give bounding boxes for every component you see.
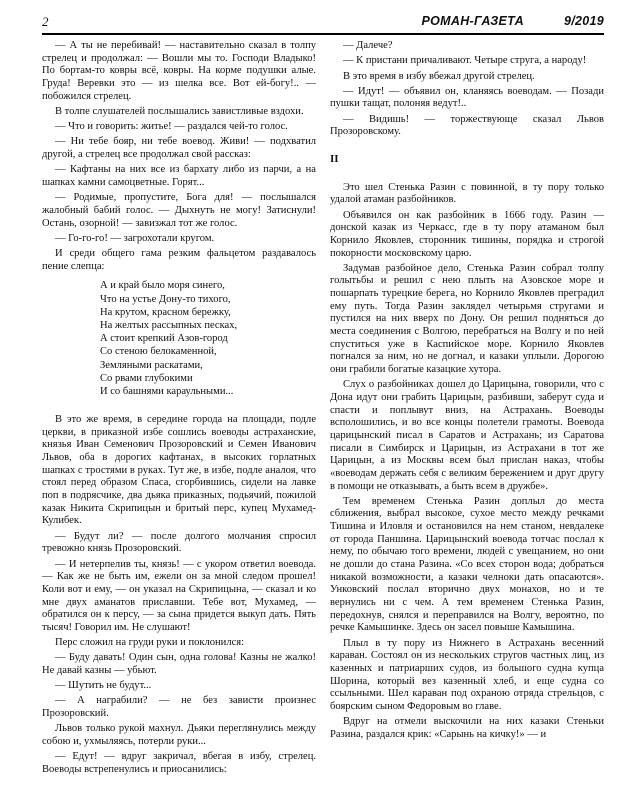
- paragraph: — Едут! — вдруг закричал, вбегая в избу, стрелец. Воеводы встрепенулись и приосанились:: [42, 751, 316, 775]
- poem-line: Что на устье Дону-то тихого,: [100, 293, 231, 305]
- page-number: 2: [42, 14, 49, 29]
- poem-line: Со рвами глубокими: [100, 372, 193, 384]
- poem-line: Со стеною белокаменной,: [100, 346, 217, 358]
- paragraph: Слух о разбойниках дошел до Царицына, говорили, что с Дона идут они грабить Царицын, разбивши, заберут суда и спасти и поплывут вниз, на Астрахань. Воеводы всполошились, и во все концы полетели грамоты. Воевода царицынский писал в Саратов и Астрахань; из Саратова писали в Симбирск и Царицын, из Астрахани в тот же Царицын, а из Москвы всем был прислан наказ, чтобы «воеводам держать себя с великим бережением и друг другу в помощи не отказывать, а быть всем в дружбе».: [330, 379, 604, 492]
- paragraph: В толпе слушателей послышались завистливые вздохи.: [55, 105, 304, 117]
- left-text-before-poem: [42, 40, 316, 273]
- paragraph: Это шел Стенька Разин с повинной, в ту пору только удалой атаман разбойников.: [330, 181, 604, 206]
- paragraph: — Кафтаны на них все из бархату либо из парчи, а на шапках камни самоцветные. Горят...: [42, 164, 316, 188]
- paragraph: — Далече?: [343, 40, 393, 51]
- poem-line: На желтых рассыпных песках,: [100, 319, 238, 331]
- paragraph: В это время в избу вбежал другой стрелец.: [343, 70, 535, 82]
- paragraph: Вдруг на отмели выскочили на них казаки Стеньки Разина, раздался крик: «Сарынь на кичку!» — и: [330, 716, 604, 740]
- paragraph: — Шутить не будут...: [55, 680, 152, 692]
- publication-title: РОМАН-ГАЗЕТА: [421, 14, 524, 28]
- paragraph: Львов только рукой махнул. Дьяки переглянулись между собою и, ухмыляясь, потерли руки...: [42, 723, 316, 748]
- paragraph: Перс сложил на груди руки и поклонился:: [55, 637, 245, 649]
- paragraph: — Го-го-го! — загрохотали кругом.: [55, 232, 215, 244]
- right-column: [330, 40, 604, 792]
- paragraph: — К пристани причаливают. Четыре струга, а народу!: [343, 55, 587, 67]
- left-column: [42, 40, 316, 792]
- header-rule: [42, 33, 604, 35]
- blind-singer-poem: [100, 279, 316, 398]
- paragraph: Плыл в ту пору из Нижнего в Астрахань весенний караван. Состоял он из нескольких стругов частных лиц, из казенных и патриарших судов, из большого судна купца Шорина, который вез казенный хлеб, и еще судна со ссыльными. Шел караван под охраною отряда стрельцов, с боярским сыном Федоровым во главе.: [330, 637, 604, 712]
- paragraph: — Видишь! — торжествующе сказал Львов Прозоровскому.: [330, 113, 604, 138]
- poem-line: На крутом, красном бережку,: [100, 306, 231, 318]
- paragraph: — Родимые, пропустите, Бога для! — послышался жалобный бабий голос. — Дыхнуть не могу! Затиснули! Остань, озорной! — завизжал тот же голос.: [42, 192, 316, 229]
- paragraph: В это же время, в середине города на площади, подле церкви, в приказной избе сошлись воеводы астраханские, князья Иван Семенович Прозоровский и Семен Иванович Львов, оба в дорогих кафтанах, в высоких горлатных шапках с тростями в руках. Тут же, в избе, подле аналоя, что стоял перед образом Спаса, сгорбившись, сидели на лавке поп в подрясчике, два дьяка приказных, подьячий, пожилой казак Никита Скрипицын и бритый перс, купец Мухамед-Кулибек.: [42, 414, 316, 527]
- paragraph: — А награбили? — не без зависти произнес Прозоровский.: [42, 695, 316, 720]
- paragraph: — Буду давать! Один сын, одна голова! Казны не жалко! Не давай казны — убьют.: [42, 652, 316, 676]
- paragraph: — Ни тебе бояр, ни тебе воевод. Живи! — подхватил другой, а стрелец все продолжал свой рассказ:: [42, 136, 316, 161]
- right-text-after-section: [330, 182, 604, 742]
- paragraph: — И нетерпелив ты, князь! — с укором ответил воевода. — Как же не быть им, ежели он за мной следом прошел! Коли вот и ему, — он указал на Скрипицына, — сказал и ко мне двух аманатов приславши. Тебе вот, Мухамед, — обратился он к персу, — за сына придется выкуп дать. Пять тысяч! Говорил им. Не слушают!: [42, 558, 316, 633]
- right-text-before-section: [330, 40, 604, 139]
- issue-number: 9/2019: [563, 14, 604, 28]
- poem-line: А и край было моря синего,: [100, 280, 225, 292]
- left-text-after-poem: [42, 414, 316, 776]
- poem-line: И со башнями караульными...: [100, 385, 234, 397]
- paragraph: — Идут! — объявил он, кланяясь воеводам. — Позади пушки тащат, полоняя ведут!..: [330, 85, 604, 110]
- poem-line: А стоит крепкий Азов-город: [100, 333, 228, 345]
- paragraph: Объявился он как разбойник в 1666 году. Разин — донской казак из Черкасс, где в ту пору атаманом был Корнило Яковлев, сторонник тишины, порядка и строгой покорности московскому царю.: [330, 209, 604, 259]
- paragraph: — Что и говорить: житье! — раздался чей-то голос.: [55, 121, 288, 133]
- paragraph: — Будут ли? — после долгого молчания спросил тревожно князь Прозоровский.: [42, 530, 316, 555]
- publication-info: [422, 14, 604, 28]
- paragraph: Задумав разбойное дело, Стенька Разин собрал толпу голытьбы и решил с нею плыть на Азовское море и пошарпать турецкие берега, но Корнило Яковлев преградил ему путь. Тогда Разин заклядел четырьмя стругами и пустился на них вверх по Дону. Он решил подняться до места соединения с Волгою, перебраться на Волгу и по ней спуститься уже в Каспийское море. Корнило Яковлев погнался за ним, но не догнал, и казаки уплыли. Дорогою они грабили богатые казацкие хутора.: [330, 262, 604, 375]
- paragraph: — А ты не перебивай! — наставительно сказал в толпу стрелец и продолжал: — Вошли мы то. Господи Владыко! По бортам-то ковры всё, ковры. На корме подушки алые. Груда! Веревки это — из шелка все. Вот ей-богу!.. — побожился стрелец.: [42, 40, 316, 102]
- section-number: II: [330, 152, 339, 165]
- paragraph: Тем временем Стенька Разин доплыл до места сближения, выбрал высокое, сухое место между речками Тишина и Иловля и остановился на нем станом, невдалеке от города Паншина. Царицынский воевода тотчас послал к нему, по обычаю того времени, людей с увещанием, но они не дошли до стана Разина. «Со всех сторон вода; добраться никакой возможности, а казаки челноки дать опасаются». Унковский послал вторично двух монахов, но и те вернулись ни с чем. А тем временем Стенька Разин, передохнув, снялся и переправился на Волгу, вероятно, по речке Камышинке. Здесь он засел повыше Камышина.: [330, 495, 604, 634]
- page-header: [42, 14, 604, 34]
- poem-line: Земляными раскатами,: [100, 359, 203, 371]
- paragraph: И среди общего гама резким фальцетом раздавалось пение слепца:: [42, 248, 316, 272]
